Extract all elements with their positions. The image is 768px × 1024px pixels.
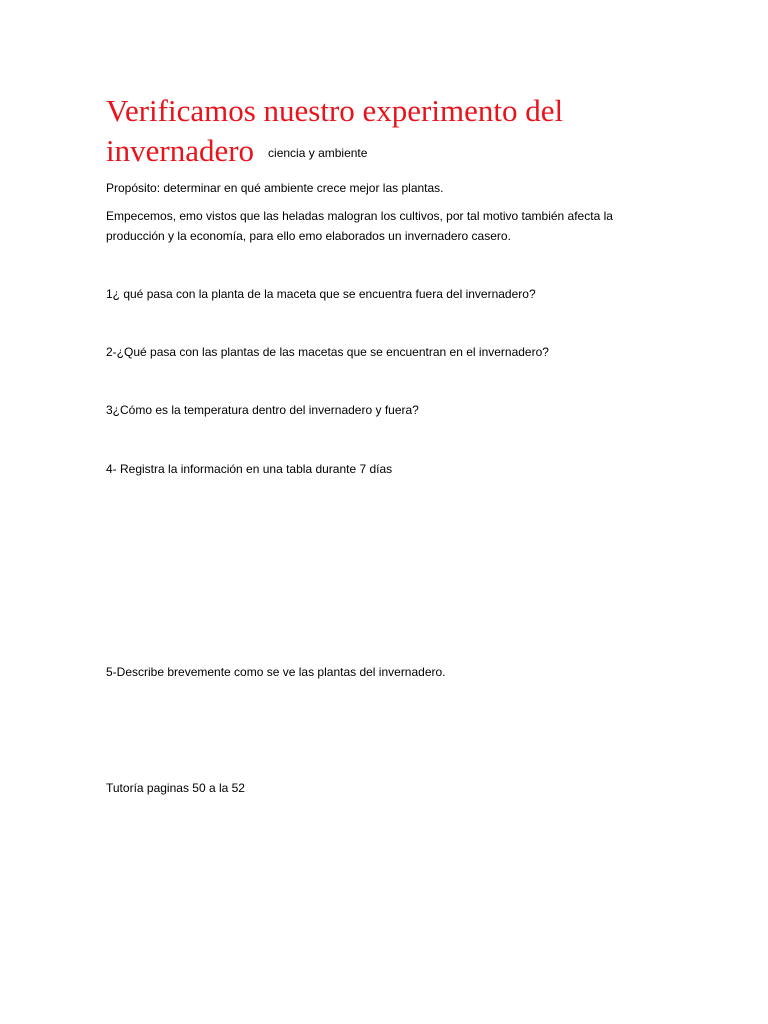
question-1: 1¿ qué pasa con la planta de la maceta que se encuentra fuera del invernadero? [106, 287, 536, 301]
question-4: 4- Registra la información en una tabla durante 7 días [106, 462, 393, 476]
tutoria-note: Tutoría paginas 50 a la 52 [106, 781, 245, 795]
question-5: 5-Describe brevemente como se ve las plantas del invernadero. [106, 665, 446, 679]
question-2: 2-¿Qué pasa con las plantas de las macetas que se encuentran en el invernadero? [106, 345, 549, 359]
intro-paragraph: Empecemos, emo vistos que las heladas malogran los cultivos, por tal motivo también afecta la producción y la economía, para ello emo elaborados un invernadero casero. [106, 209, 613, 243]
purpose-paragraph: Propósito: determinar en qué ambiente crece mejor las plantas. [106, 181, 444, 195]
page-title [106, 91, 666, 173]
subject-label: ciencia y ambiente [268, 146, 368, 160]
title-text: Verificamos nuestro experimento del invernadero [106, 93, 564, 168]
question-3: 3¿Cómo es la temperatura dentro del invernadero y fuera? [106, 403, 419, 417]
